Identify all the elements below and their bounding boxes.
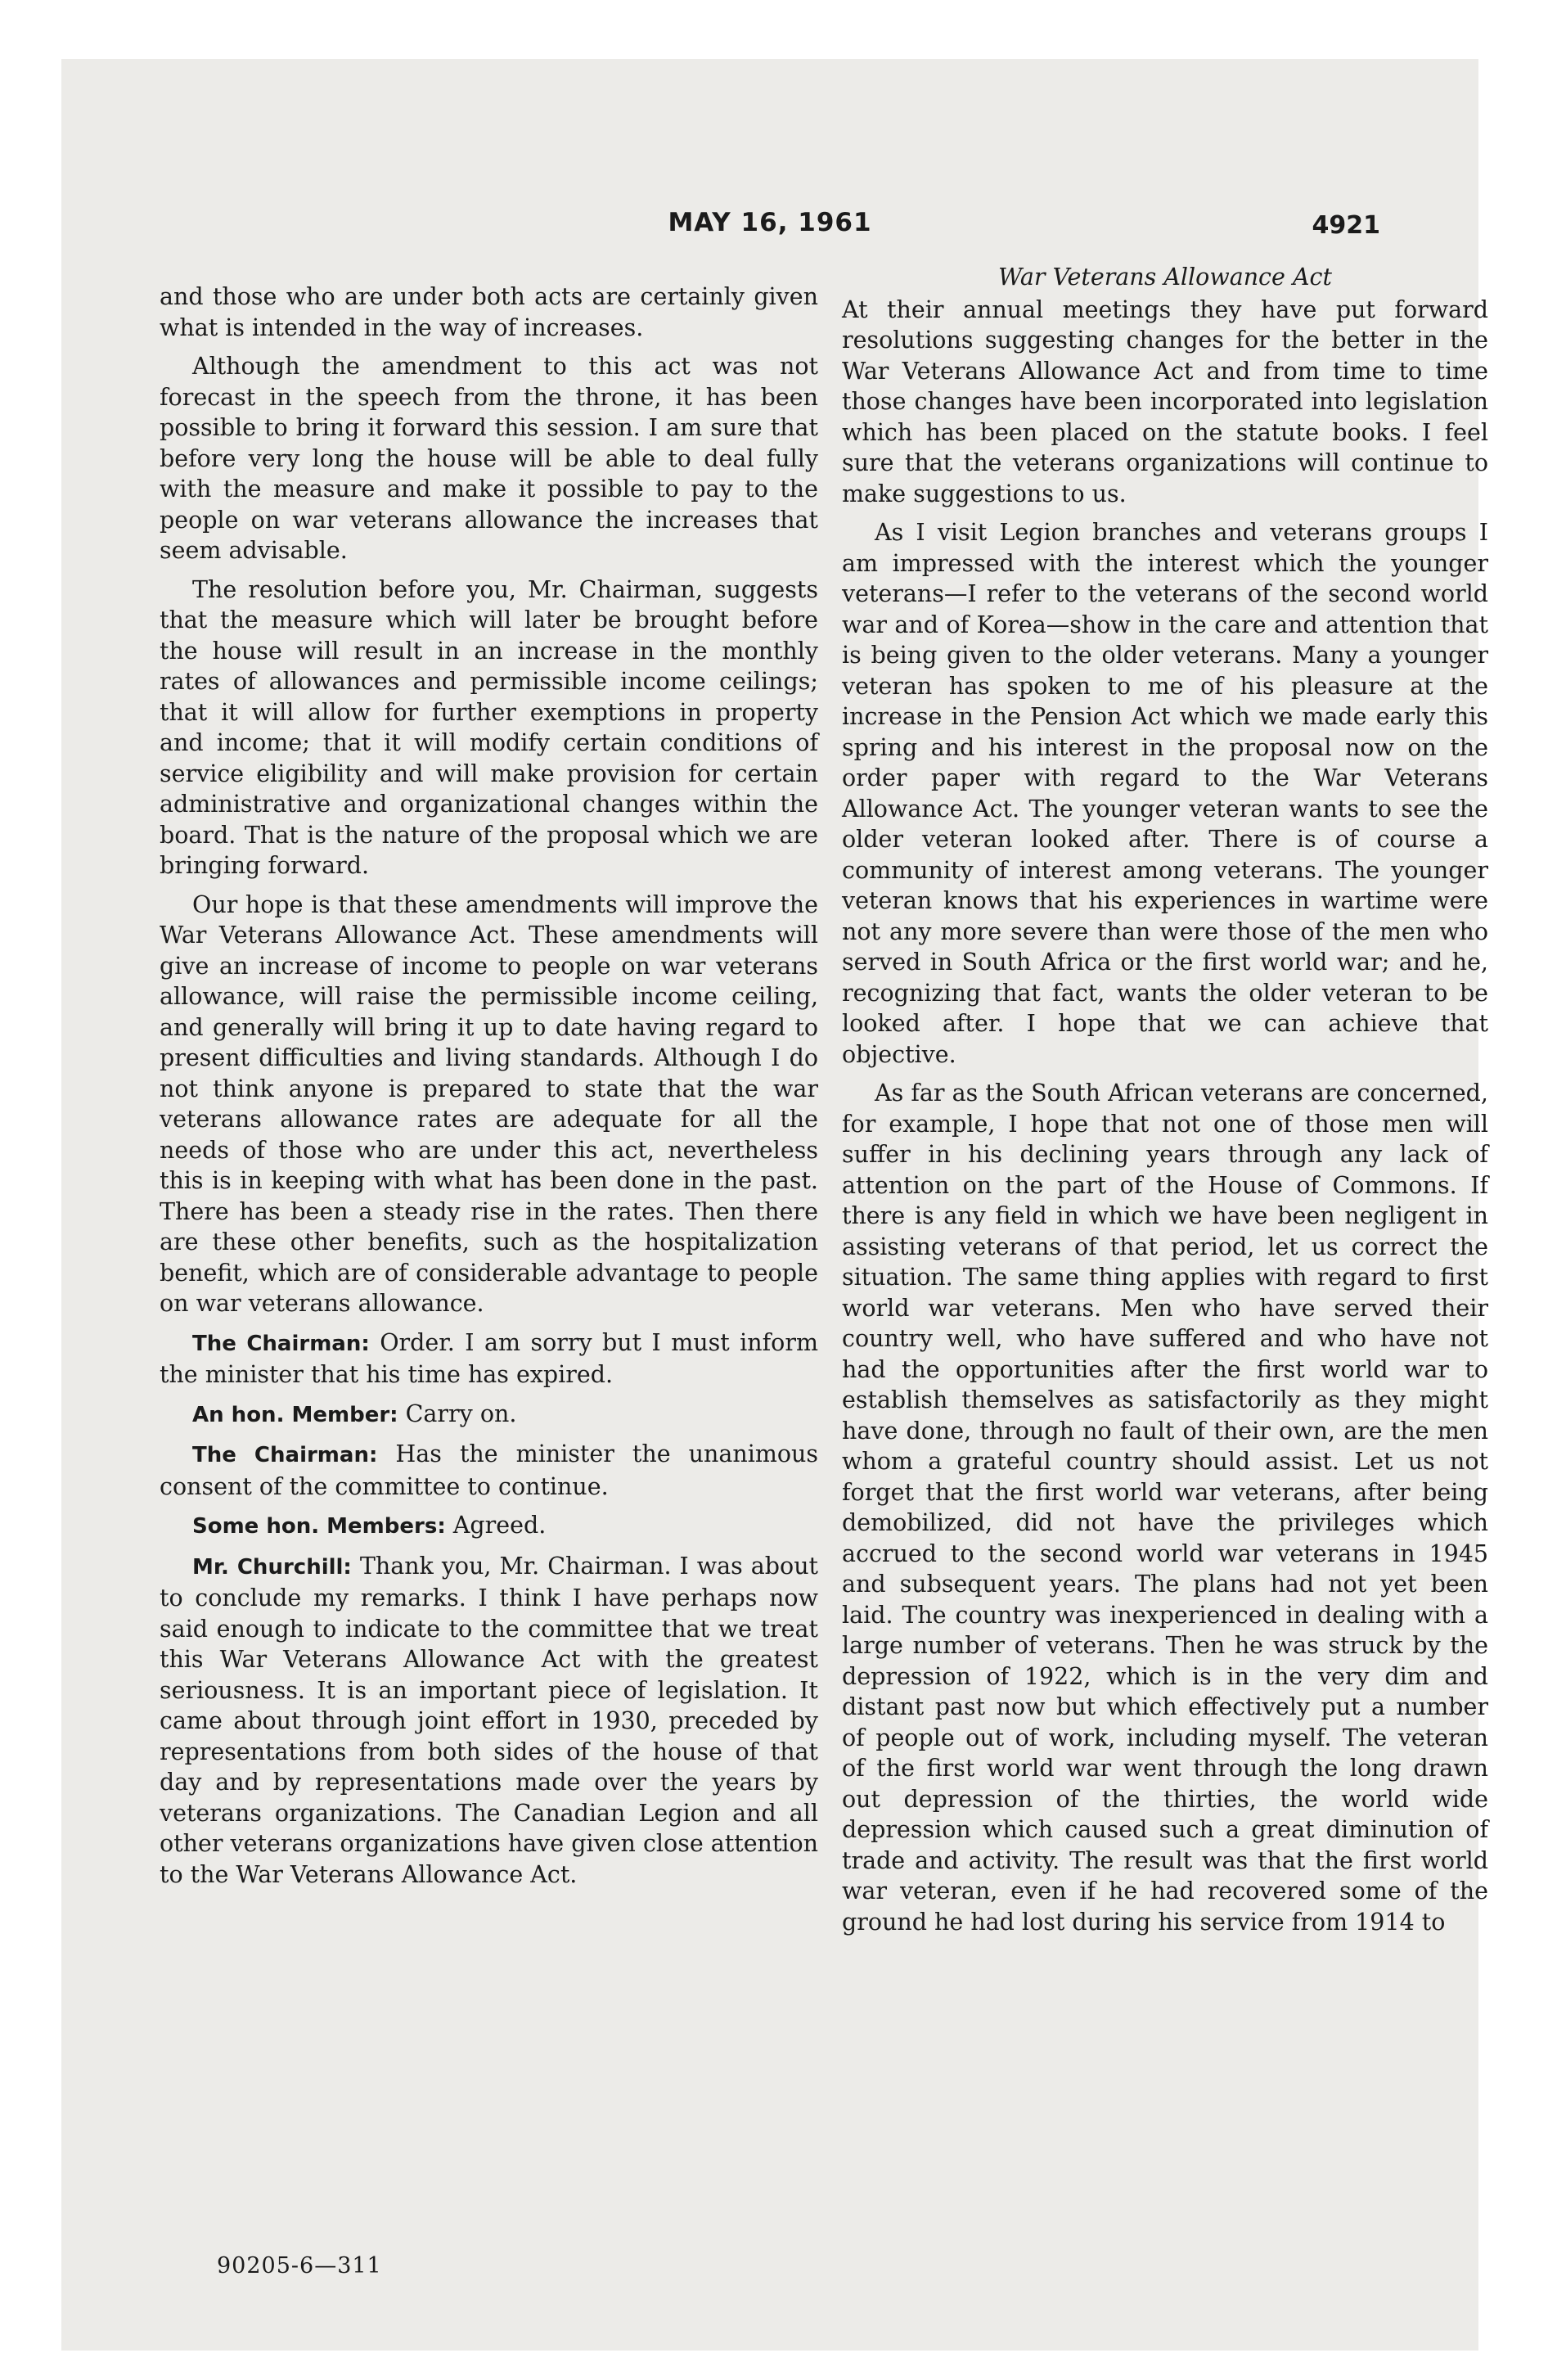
speaker-label: The Chairman: [192,1331,370,1356]
paragraph: As I visit Legion branches and veterans groups I am impressed with the interest which the younger veterans—I refer to the veterans of the second world war and of Korea—show in the care and attention that is being given to the older veterans. Many a younger veteran has spoken to me of his pleasure at the increase in the Pension Act which we made early this spring and his interest in the proposal now on the order paper with regard to the War Veterans Allowance Act. The younger veteran wants to see the older veteran looked after. There is of course a community of interest among veterans. The younger veteran knows that his experiences in wartime were not any more severe than were those of the men who served in South Africa or the first world war; and he, recognizing that fact, wants the older veteran to be looked after. I hope that we can achieve that objective. [842,519,1488,1068]
paragraph: The resolution before you, Mr. Chairman, suggests that the measure which will later be brought before the house will result in an increase in the monthly rates of allowances and permissible income ceilings; that it will allow for further exemptions in property and income; that it will modify certain conditions of service eligibility and will make provision for certain administrative and organizational changes within the board. That is the nature of the proposal which we are bringing forward. [160,575,818,879]
speaker-label: The Chairman: [192,1443,378,1467]
page-number: 4921 [1312,211,1380,240]
speaker-label: An hon. Member: [192,1402,398,1427]
paragraph: Our hope is that these amendments will improve the War Veterans Allowance Act. These amendments will give an increase of income to people on war veterans allowance, will raise the permissible income ceiling, and generally will bring it up to date having regard to present difficulties and living standards. Although I do not think anyone is prepared to state that the war veterans allowance rates are adequate for all the needs of those who are under this act, nevertheless this is in keeping with what has been done in the past. There has been a steady rise in the rates. Then there are these other benefits, such as the hospitalization benefit, which are of considerable advantage to people on war veterans allowance. [160,890,818,1317]
speech-paragraph [160,1327,818,1391]
speech-paragraph [160,1439,818,1502]
page-header [160,208,1380,246]
left-column [160,282,818,1898]
paragraph: As far as the South African veterans are concerned, for example, I hope that not one of those men will suffer in his declining years through any lack of attention on the part of the House of Commons. If there is any field in which we have been negligent in assisting veterans of that period, let us correct the situation. The same thing applies with regard to first world war veterans. Men who have served their country well, who have suffered and who have not had the opportunities after the first world war to establish themselves as satisfactorily as they might have done, through no fault of their own, are the men whom a grateful country should assist. Let us not forget that the first world war veterans, after being demobilized, did not have the privileges which accrued to the second world war veterans in 1945 and subsequent years. The plans had not yet been laid. The country was inexperienced in dealing with a large number of veterans. Then he was struck by the depression of 1922, which is in the very dim and distant past now but which effectively put a number of people out of work, including myself. The veteran of the first world war went through the long drawn out depression of the thirties, the world wide depression which caused such a great diminution of trade and activity. The result was that the first world war veteran, even if he had recovered some of the ground he had lost during his service from 1914 to [842,1080,1488,1936]
paragraph: At their annual meetings they have put forward resolutions suggesting changes for the better in the War Veterans Allowance Act and from time to time those changes have been incorporated into legislation which has been placed on the statute books. I feel sure that the veterans organizations will continue to make suggestions to us. [842,295,1488,507]
scanned-page [61,59,1488,2351]
footer-code: 90205-6—311 [217,2253,382,2279]
speech-text: Has the minister the unanimous consent of the committee to continue. [160,1440,818,1500]
speech-paragraph [160,1510,818,1543]
speaker-label: Some hon. Members: [192,1514,446,1539]
speech-text: Carry on. [405,1400,517,1427]
speech-paragraph [160,1551,818,1891]
speech-text: Order. I am sorry but I must inform the minister that his time has expired. [160,1328,818,1388]
paragraph: and those who are under both acts are certainly given what is intended in the way of increases. [160,283,818,341]
speech-text: Agreed. [452,1512,547,1539]
speech-paragraph [160,1399,818,1431]
header-date: MAY 16, 1961 [668,208,872,237]
speech-text: Thank you, Mr. Chairman. I was about to conclude my remarks. I think I have perhaps now said enough to indicate to the committee that we treat this War Veterans Allowance Act with the greatest seriousness. It is an important piece of legislation. It came about through joint effort in 1930, preceded by representations from both sides of the house of that day and by representations made over the years by veterans organizations. The Canadian Legion and all other veterans organizations have given close attention to the War Veterans Allowance Act. [160,1552,818,1888]
paragraph: Although the amendment to this act was not forecast in the speech from the throne, it has been possible to bring it forward this session. I am sure that before very long the house will be able to deal fully with the measure and make it possible to pay to the people on war veterans allowance the increases that seem advisable. [160,353,818,564]
right-column [842,262,1488,1945]
running-title: War Veterans Allowance Act [998,264,1332,291]
speaker-label: Mr. Churchill: [192,1554,352,1580]
